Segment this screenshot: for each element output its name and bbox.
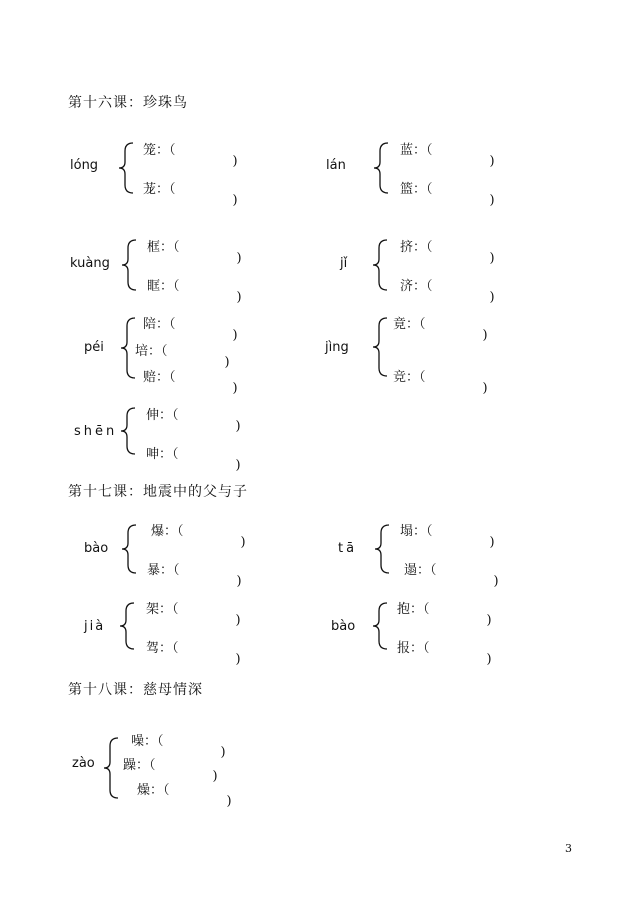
fill-blank-item: 挤：（ <box>400 240 433 255</box>
pinyin-pei: péi <box>84 340 104 355</box>
pinyin-jing: jìng <box>325 340 349 355</box>
brace <box>121 408 139 454</box>
fill-blank-item: 赔：（ <box>143 370 176 385</box>
fill-blank-item: 噪：（ <box>131 734 164 749</box>
fill-blank-item: 济：（ <box>400 279 433 294</box>
fill-blank-item: 驾：（ <box>146 641 179 656</box>
fill-blank-item: 竞：（ <box>393 370 426 385</box>
fill-blank-item: 抱：（ <box>397 602 430 617</box>
brace <box>373 318 391 376</box>
pinyin-shen: shēn <box>74 424 118 439</box>
fill-blank-item: 暴：（ <box>147 563 180 578</box>
fill-blank-item: 呻：（ <box>146 447 179 462</box>
pinyin-long: lóng <box>70 158 99 173</box>
fill-blank-item: 培：（ <box>135 344 168 359</box>
brace <box>120 603 138 649</box>
pinyin-ta: tā <box>338 541 358 556</box>
fill-blank-item: 篮：（ <box>400 182 433 197</box>
page-number: 3 <box>565 842 572 855</box>
fill-blank-item: 架：（ <box>146 602 179 617</box>
pinyin-lan: lán <box>326 158 346 173</box>
fill-blank-item: 陪：（ <box>143 317 176 332</box>
brace <box>122 240 140 290</box>
fill-blank-item: 伸：（ <box>146 408 179 423</box>
brace <box>375 525 393 573</box>
pinyin-kuang: kuàng <box>70 256 110 271</box>
fill-blank-item: 眶：（ <box>147 279 180 294</box>
lesson-16-title: 第十六课：珍珠鸟 <box>68 95 188 111</box>
fill-blank-item: 躁：（ <box>123 758 156 773</box>
fill-blank-item: 报：（ <box>397 641 430 656</box>
pinyin-jia: jià <box>84 619 106 634</box>
brace <box>373 240 391 290</box>
fill-blank-item: 茏：（ <box>143 182 176 197</box>
fill-blank-item: 笼：（ <box>143 143 176 158</box>
fill-blank-item: 爆：（ <box>151 524 184 539</box>
brace <box>373 603 391 649</box>
brace <box>119 143 137 193</box>
fill-blank-item: 遢：（ <box>404 563 437 578</box>
fill-blank-item: 框：（ <box>147 240 180 255</box>
brace <box>122 525 140 573</box>
brace <box>374 143 392 193</box>
lesson-17-title: 第十七课：地震中的父与子 <box>68 484 248 500</box>
pinyin-bao-2: bào <box>331 619 356 634</box>
pinyin-zao: zào <box>72 756 95 771</box>
fill-blank-item: 蓝：（ <box>400 143 433 158</box>
pinyin-ji: jǐ <box>340 256 348 271</box>
pinyin-bao: bào <box>84 541 109 556</box>
fill-blank-item: 燥：（ <box>137 783 170 798</box>
brace <box>104 738 122 798</box>
fill-blank-item: 塌：（ <box>400 524 433 539</box>
lesson-18-title: 第十八课：慈母情深 <box>68 682 203 698</box>
fill-blank-item: 竟：（ <box>393 317 426 332</box>
